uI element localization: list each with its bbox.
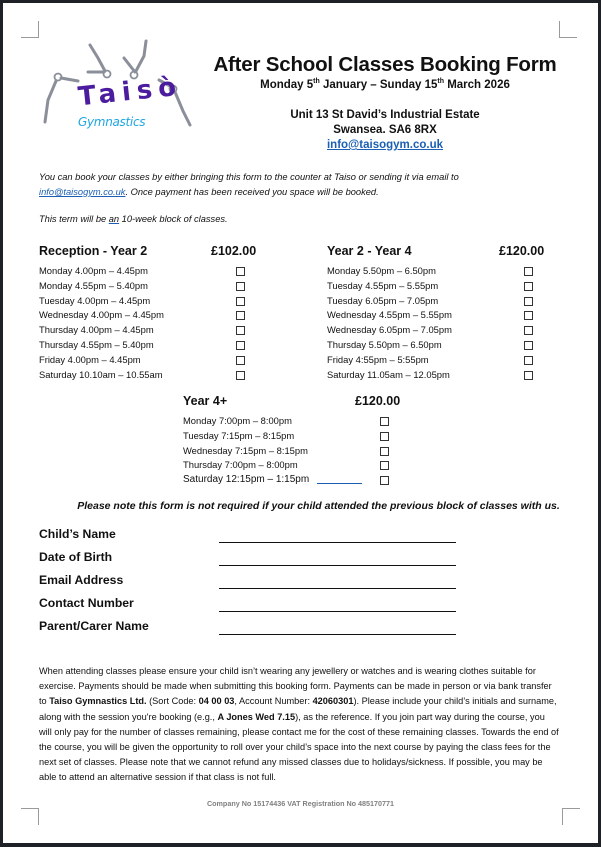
session-row: Saturday 10.10am – 10.55am xyxy=(39,368,259,383)
intro-email-link[interactable]: info@taisogym.co.uk xyxy=(39,187,126,197)
session-checkbox[interactable] xyxy=(236,326,245,335)
session-row: Tuesday 6.05pm – 7.05pm xyxy=(327,294,549,309)
class-block-year4-plus xyxy=(183,394,405,488)
session-row: Tuesday 4.00pm – 4.45pm xyxy=(39,294,259,309)
parent-carer-name-line[interactable] xyxy=(219,634,456,635)
session-checkbox[interactable] xyxy=(524,341,533,350)
session-checkbox[interactable] xyxy=(524,356,533,365)
returning-students-note: Please note this form is not required if your child attended the previous block of classes with us. xyxy=(77,500,560,512)
corner-mark-bottom-right xyxy=(562,808,580,825)
session-row: Wednesday 4.00pm – 4.45pm xyxy=(39,308,259,323)
session-checkbox[interactable] xyxy=(524,326,533,335)
session-checkbox[interactable] xyxy=(524,371,533,380)
blue-underline-decoration xyxy=(317,474,362,484)
session-checkbox[interactable] xyxy=(236,356,245,365)
terms-paragraph: When attending classes please ensure your child isn’t wearing any jewellery or watches and is wearing clothes suitable for exercise. Payments should be made when submitting this booking form. Payments can be made in person or via bank transfer to Taiso Gymnastics Ltd. (Sort Code: 04 00 03, Account Number: 42060301). Please include your child’s initials and surname, along with the session you're booking (e.g., A Jones Wed 7.15), as the reference. If you join part way during the course, you will only pay for the number of classes remaining, please contact me for the cost of these remaining classes. Towards the end of the course, you will be given the opportunity to roll over your child’s space into the next course by paying the class fees for the next set of classes. Please note that we cannot refund any missed classes due to holidays/sickness. If possible, you may be able to attend an alternative session if that class is not full. xyxy=(39,666,559,783)
block-price: £120.00 xyxy=(355,394,401,408)
session-row: Friday 4.00pm – 4.45pm xyxy=(39,353,259,368)
session-row: Wednesday 6.05pm – 7.05pm xyxy=(327,323,549,338)
term-dates: Monday 5th January – Sunday 15th March 2026 xyxy=(260,78,510,91)
company-footer: Company No 15174436 VAT Registration No 485170771 xyxy=(206,799,395,808)
block-name: Year 4+ xyxy=(183,394,228,408)
intro-paragraph: You can book your classes by either bringing this form to the counter at Taiso or sending it via email to info@taisogym.co.uk. Once payment has been received you space will be booked. xyxy=(39,172,459,197)
session-row: Thursday 5.50pm – 6.50pm xyxy=(327,338,549,353)
logo-wordmark: Taisò xyxy=(76,71,184,113)
session-checkbox[interactable] xyxy=(236,282,245,291)
session-checkbox[interactable] xyxy=(236,341,245,350)
term-note: This term will be an 10-week block of classes. xyxy=(39,214,228,224)
session-checkbox[interactable] xyxy=(380,476,389,485)
session-checkbox[interactable] xyxy=(524,297,533,306)
block-name: Reception - Year 2 xyxy=(39,244,148,258)
session-row: Thursday 4.00pm – 4.45pm xyxy=(39,323,259,338)
corner-mark-bottom-left xyxy=(21,808,39,825)
address-line-1: Unit 13 St David’s Industrial Estate xyxy=(290,109,480,121)
session-checkbox[interactable] xyxy=(236,371,245,380)
session-checkbox[interactable] xyxy=(524,267,533,276)
class-block-reception-year2 xyxy=(39,244,259,382)
date-of-birth-line[interactable] xyxy=(219,565,456,566)
class-block-year2-year4 xyxy=(327,244,549,382)
session-checkbox[interactable] xyxy=(380,461,389,470)
session-row: Tuesday 7:15pm – 8:15pm xyxy=(183,429,405,444)
email-address-line[interactable] xyxy=(219,588,456,589)
session-checkbox[interactable] xyxy=(380,417,389,426)
session-row: Friday 4:55pm – 5:55pm xyxy=(327,353,549,368)
session-checkbox[interactable] xyxy=(524,282,533,291)
block-name: Year 2 - Year 4 xyxy=(327,244,412,258)
session-checkbox[interactable] xyxy=(236,311,245,320)
session-row: Tuesday 4.55pm – 5.55pm xyxy=(327,279,549,294)
header-email-link[interactable]: info@taisogym.co.uk xyxy=(326,139,443,151)
address-line-2: Swansea. SA6 8RX xyxy=(333,124,437,136)
page-title: After School Classes Booking Form xyxy=(213,53,557,76)
session-checkbox[interactable] xyxy=(380,432,389,441)
childs-name-line[interactable] xyxy=(219,542,456,543)
corner-mark-top-right xyxy=(559,21,577,38)
session-row: Wednesday 4.55pm – 5.55pm xyxy=(327,308,549,323)
session-checkbox[interactable] xyxy=(380,447,389,456)
session-row: Wednesday 7:15pm – 8:15pm xyxy=(183,444,405,459)
contact-number-line[interactable] xyxy=(219,611,456,612)
session-row: Monday 7:00pm – 8:00pm xyxy=(183,414,405,429)
session-row: Monday 4.55pm – 5.40pm xyxy=(39,279,259,294)
session-row: Thursday 4.55pm – 5.40pm xyxy=(39,338,259,353)
session-row: Monday 5.50pm – 6.50pm xyxy=(327,264,549,279)
session-checkbox[interactable] xyxy=(524,311,533,320)
session-row: Saturday 12:15pm – 1:15pm xyxy=(183,473,405,488)
session-row: Saturday 11.05am – 12.05pm xyxy=(327,368,549,383)
block-price: £120.00 xyxy=(499,244,545,258)
logo-subtitle: Gymnastics xyxy=(78,115,146,129)
taiso-logo xyxy=(38,36,198,136)
session-checkbox[interactable] xyxy=(236,267,245,276)
session-checkbox[interactable] xyxy=(236,297,245,306)
block-price: £102.00 xyxy=(211,244,257,258)
session-row: Thursday 7:00pm – 8:00pm xyxy=(183,458,405,473)
session-row: Monday 4.00pm – 4.45pm xyxy=(39,264,259,279)
corner-mark-top-left xyxy=(21,21,39,38)
